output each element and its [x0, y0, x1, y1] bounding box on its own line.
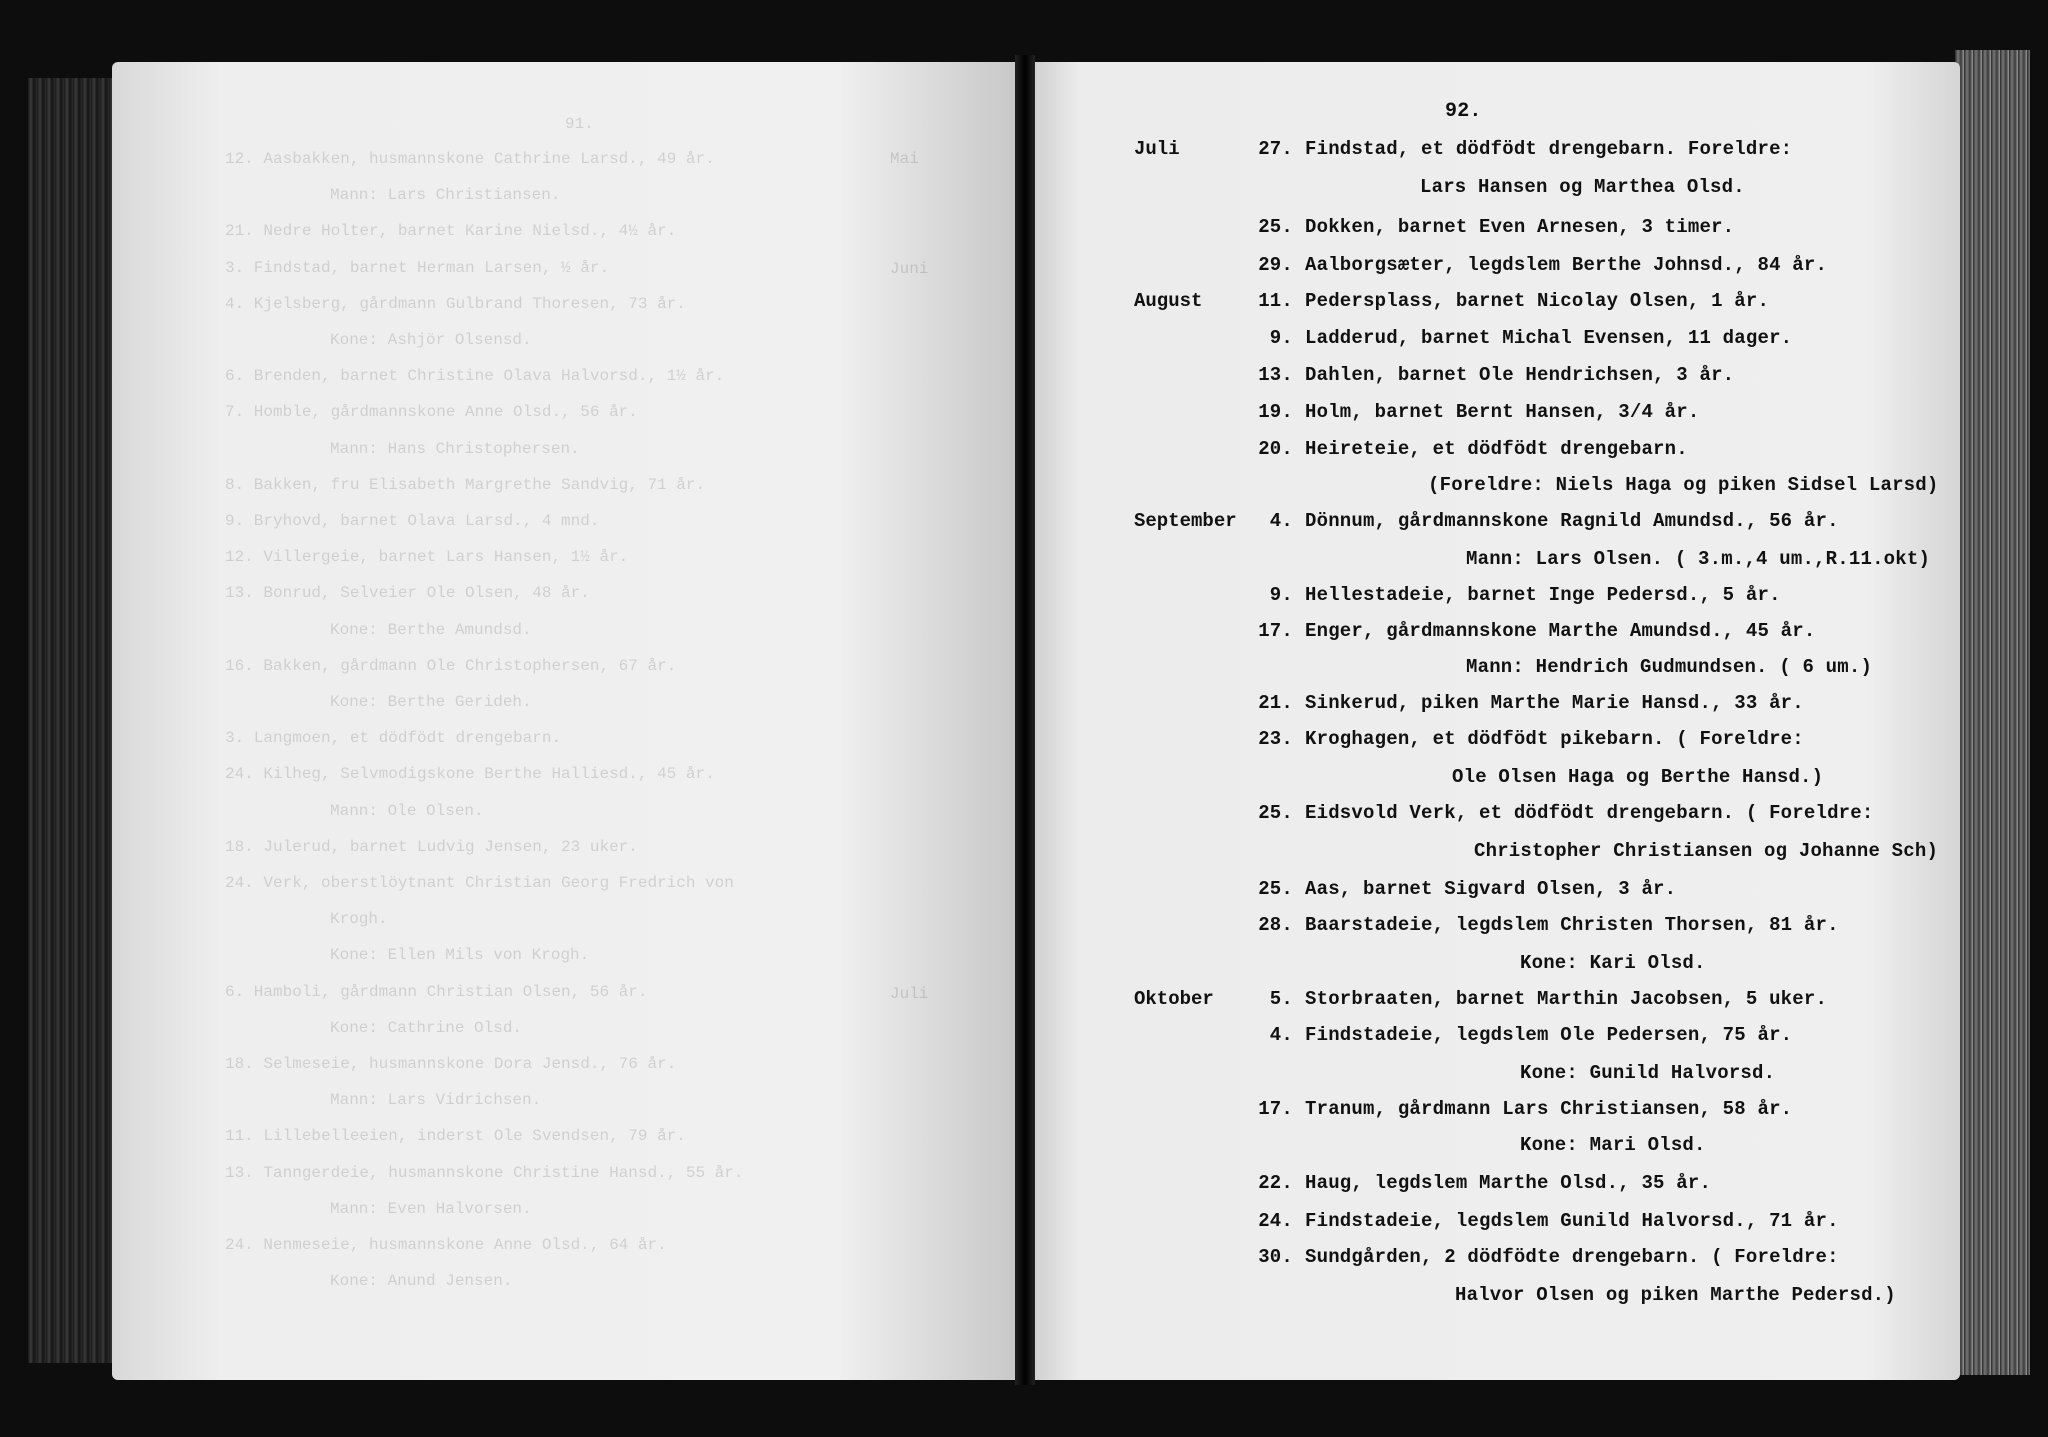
register-entry	[1258, 802, 1874, 824]
register-entry	[1258, 1172, 1712, 1194]
entry-day-number: 20.	[1258, 438, 1293, 460]
register-entry	[1269, 988, 1828, 1010]
entry-day-number: 28.	[1258, 914, 1293, 936]
register-entry	[1258, 1098, 1793, 1120]
left-page-ghost-line: 24. Kilheg, Selvmodigskone Berthe Halliesd., 45 år.	[225, 765, 715, 784]
register-entry	[1466, 548, 1930, 570]
entry-text: Heireteie, et dödfödt drengebarn.	[1305, 438, 1688, 460]
register-entry	[1258, 364, 1735, 386]
register-entry	[1258, 728, 1804, 750]
entry-day-number: 17.	[1258, 1098, 1293, 1120]
book-edge-right	[1955, 50, 2030, 1375]
register-entry	[1420, 176, 1745, 198]
left-page-ghost-month: Mai	[890, 150, 919, 168]
entry-day-number: 19.	[1258, 401, 1293, 423]
register-entry	[1258, 138, 1793, 160]
left-page-ghost-line: 18. Julerud, barnet Ludvig Jensen, 23 uker.	[225, 837, 638, 856]
left-page-ghost-line: 3. Findstad, barnet Herman Larsen, ½ år.	[225, 258, 610, 277]
left-page-ghost-line: 4. Kjelsberg, gårdmann Gulbrand Thoresen, 73 år.	[225, 294, 686, 313]
entry-day-number: 24.	[1258, 1210, 1293, 1232]
entry-day-number: 17.	[1258, 620, 1293, 642]
left-page-ghost-line: Mann: Hans Christophersen.	[330, 439, 580, 458]
entry-text: Ladderud, barnet Michal Evensen, 11 dager.	[1305, 327, 1793, 349]
entry-text: Baarstadeie, legdslem Christen Thorsen, 81 år.	[1305, 914, 1839, 936]
entry-text: Kroghagen, et dödfödt pikebarn. ( Foreldre:	[1305, 728, 1804, 750]
entry-day-number: 11.	[1258, 290, 1293, 312]
entry-text: Hellestadeie, barnet Inge Pedersd., 5 år.	[1305, 584, 1781, 606]
entry-text: Kone: Kari Olsd.	[1520, 952, 1706, 974]
left-page-ghost-line: 16. Bakken, gårdmann Ole Christophersen, 67 år.	[225, 656, 677, 675]
register-entry	[1258, 620, 1816, 642]
entry-day-number: 25.	[1258, 802, 1293, 824]
entry-day-number: 13.	[1258, 364, 1293, 386]
month-label: Juli	[1134, 138, 1180, 160]
entry-text: Holm, barnet Bernt Hansen, 3/4 år.	[1305, 401, 1700, 423]
entry-text: Storbraaten, barnet Marthin Jacobsen, 5 uker.	[1305, 988, 1828, 1010]
left-page-ghost-line: 13. Bonrud, Selveier Ole Olsen, 48 år.	[225, 584, 590, 603]
entry-text: Eidsvold Verk, et dödfödt drengebarn. ( Foreldre:	[1305, 802, 1874, 824]
register-entry	[1258, 692, 1804, 714]
left-page-ghost-line: 24. Nenmeseie, husmannskone Anne Olsd., 64 år.	[225, 1236, 667, 1254]
entry-day-number: 27.	[1258, 138, 1293, 160]
entry-text: Findstadeie, legdslem Gunild Halvorsd., 71 år.	[1305, 1210, 1839, 1232]
left-page-ghost-line: 6. Hamboli, gårdmann Christian Olsen, 56 år.	[225, 982, 648, 1001]
left-page-ghost-line: Mann: Lars Christiansen.	[330, 186, 561, 205]
entry-text: Lars Hansen og Marthea Olsd.	[1420, 176, 1745, 198]
entry-text: Enger, gårdmannskone Marthe Amundsd., 45 år.	[1305, 620, 1816, 642]
register-entry	[1269, 327, 1793, 349]
entry-text: (Foreldre: Niels Haga og piken Sidsel Larsd)	[1428, 474, 1939, 496]
register-entry	[1258, 878, 1677, 900]
left-page-ghost-line: 7. Homble, gårdmannskone Anne Olsd., 56 år.	[225, 403, 638, 422]
entry-text: Haug, legdslem Marthe Olsd., 35 år.	[1305, 1172, 1712, 1194]
left-page-ghost-line: 24. Verk, oberstlöytnant Christian Georg Fredrich von	[225, 874, 734, 892]
register-entry	[1466, 656, 1872, 678]
left-page-ghost-line: Krogh.	[330, 910, 388, 929]
entry-text: Dokken, barnet Even Arnesen, 3 timer.	[1305, 216, 1735, 238]
register-entry	[1258, 290, 1770, 312]
left-page-ghost-month: Juni	[890, 260, 929, 278]
entry-day-number: 25.	[1258, 216, 1293, 238]
register-entry	[1520, 1062, 1775, 1084]
left-page-ghost-line: Kone: Cathrine Olsd.	[330, 1018, 523, 1037]
left-page-ghost-line: Mann: Even Halvorsen.	[330, 1199, 532, 1218]
register-entry	[1258, 401, 1700, 423]
page-number: 92.	[1445, 100, 1482, 123]
entry-text: Ole Olsen Haga og Berthe Hansd.)	[1452, 766, 1824, 788]
register-entry	[1455, 1284, 1896, 1306]
entry-text: Mann: Hendrich Gudmundsen. ( 6 um.)	[1466, 656, 1873, 678]
entry-text: Mann: Lars Olsen. ( 3.m.,4 um.,R.11.okt)	[1466, 548, 1931, 570]
register-entry	[1258, 216, 1735, 238]
left-page-ghost-line: 18. Selmeseie, husmannskone Dora Jensd., 76 år.	[225, 1055, 677, 1073]
book-edge-left	[28, 78, 118, 1363]
entry-day-number: 22.	[1258, 1172, 1293, 1194]
entry-text: Halvor Olsen og piken Marthe Pedersd.)	[1455, 1284, 1896, 1306]
entry-text: Aalborgsæter, legdslem Berthe Johnsd., 84 år.	[1305, 254, 1828, 276]
register-entry	[1269, 584, 1781, 606]
month-label: August	[1134, 290, 1203, 312]
left-page-ghost-line: 6. Brenden, barnet Christine Olava Halvorsd., 1½ år.	[225, 367, 725, 386]
entry-day-number: 25.	[1258, 878, 1293, 900]
left-page-ghost-line: 9. Bryhovd, barnet Olava Larsd., 4 mnd.	[225, 512, 600, 530]
left-page-number: 91.	[565, 115, 594, 133]
left-page-ghost-line: 3. Langmoen, et dödfödt drengebarn.	[225, 729, 562, 748]
register-entry	[1258, 1210, 1839, 1232]
month-label: Oktober	[1134, 988, 1214, 1010]
left-page-ghost-line: 13. Tanngerdeie, husmannskone Christine Hansd., 55 år.	[225, 1163, 744, 1182]
register-entry	[1258, 914, 1839, 936]
entry-day-number: 9.	[1269, 327, 1293, 349]
register-entry	[1258, 1246, 1839, 1268]
register-entry	[1269, 1024, 1793, 1046]
left-page-ghost-line: Mann: Ole Olsen.	[330, 801, 484, 820]
left-page-ghost-line: Kone: Ashjör Olsensd.	[330, 331, 532, 349]
left-page-ghost-line: 8. Bakken, fru Elisabeth Margrethe Sandvig, 71 år.	[225, 475, 706, 494]
left-page-ghost-line: Kone: Berthe Amundsd.	[330, 620, 532, 639]
left-page-ghost-line: Kone: Berthe Gerideh.	[330, 693, 532, 711]
register-entry	[1520, 952, 1706, 974]
register-entry	[1428, 474, 1938, 496]
entry-text: Findstadeie, legdslem Ole Pedersen, 75 år.	[1305, 1024, 1793, 1046]
left-page-ghost-line: 21. Nedre Holter, barnet Karine Nielsd., 4½ år.	[225, 222, 677, 241]
entry-text: Tranum, gårdmann Lars Christiansen, 58 år.	[1305, 1098, 1793, 1120]
entry-text: Kone: Mari Olsd.	[1520, 1134, 1706, 1156]
entry-day-number: 21.	[1258, 692, 1293, 714]
entry-day-number: 4.	[1269, 1024, 1293, 1046]
book-gutter	[1015, 55, 1035, 1385]
left-page-ghost-line: 12. Villergeie, barnet Lars Hansen, 1½ år.	[225, 548, 629, 567]
entry-day-number: 23.	[1258, 728, 1293, 750]
entry-day-number: 29.	[1258, 254, 1293, 276]
entry-day-number: 9.	[1269, 584, 1293, 606]
register-entry	[1452, 766, 1823, 788]
left-page-ghost-line: 12. Aasbakken, husmannskone Cathrine Larsd., 49 år.	[225, 150, 715, 168]
left-page-ghost-line: Kone: Anund Jensen.	[330, 1272, 513, 1291]
left-page-ghost-line: Kone: Ellen Mils von Krogh.	[330, 946, 590, 965]
entry-text: Sinkerud, piken Marthe Marie Hansd., 33 år.	[1305, 692, 1804, 714]
register-entry	[1520, 1134, 1706, 1156]
entry-text: Aas, barnet Sigvard Olsen, 3 år.	[1305, 878, 1677, 900]
left-page-ghost-line: 11. Lillebelleeien, inderst Ole Svendsen, 79 år.	[225, 1127, 686, 1146]
entry-text: Pedersplass, barnet Nicolay Olsen, 1 år.	[1305, 290, 1770, 312]
entry-text: Dönnum, gårdmannskone Ragnild Amundsd., 56 år.	[1305, 510, 1839, 532]
register-entry	[1258, 254, 1828, 276]
left-page-ghost-line: Mann: Lars Vidrichsen.	[330, 1091, 542, 1110]
entry-day-number: 5.	[1269, 988, 1293, 1010]
entry-text: Sundgården, 2 dödfödte drengebarn. ( Foreldre:	[1305, 1246, 1839, 1268]
register-entry	[1474, 840, 1938, 862]
entry-text: Findstad, et dödfödt drengebarn. Foreldre:	[1305, 138, 1793, 160]
register-entry	[1258, 438, 1688, 460]
entry-text: Dahlen, barnet Ole Hendrichsen, 3 år.	[1305, 364, 1735, 386]
entry-day-number: 30.	[1258, 1246, 1293, 1268]
entry-day-number: 4.	[1269, 510, 1293, 532]
register-entry	[1269, 510, 1839, 532]
month-label: September	[1134, 510, 1237, 532]
left-page-ghost-month: Juli	[890, 985, 929, 1003]
entry-text: Kone: Gunild Halvorsd.	[1520, 1062, 1776, 1084]
entry-text: Christopher Christiansen og Johanne Sch)	[1474, 840, 1939, 862]
